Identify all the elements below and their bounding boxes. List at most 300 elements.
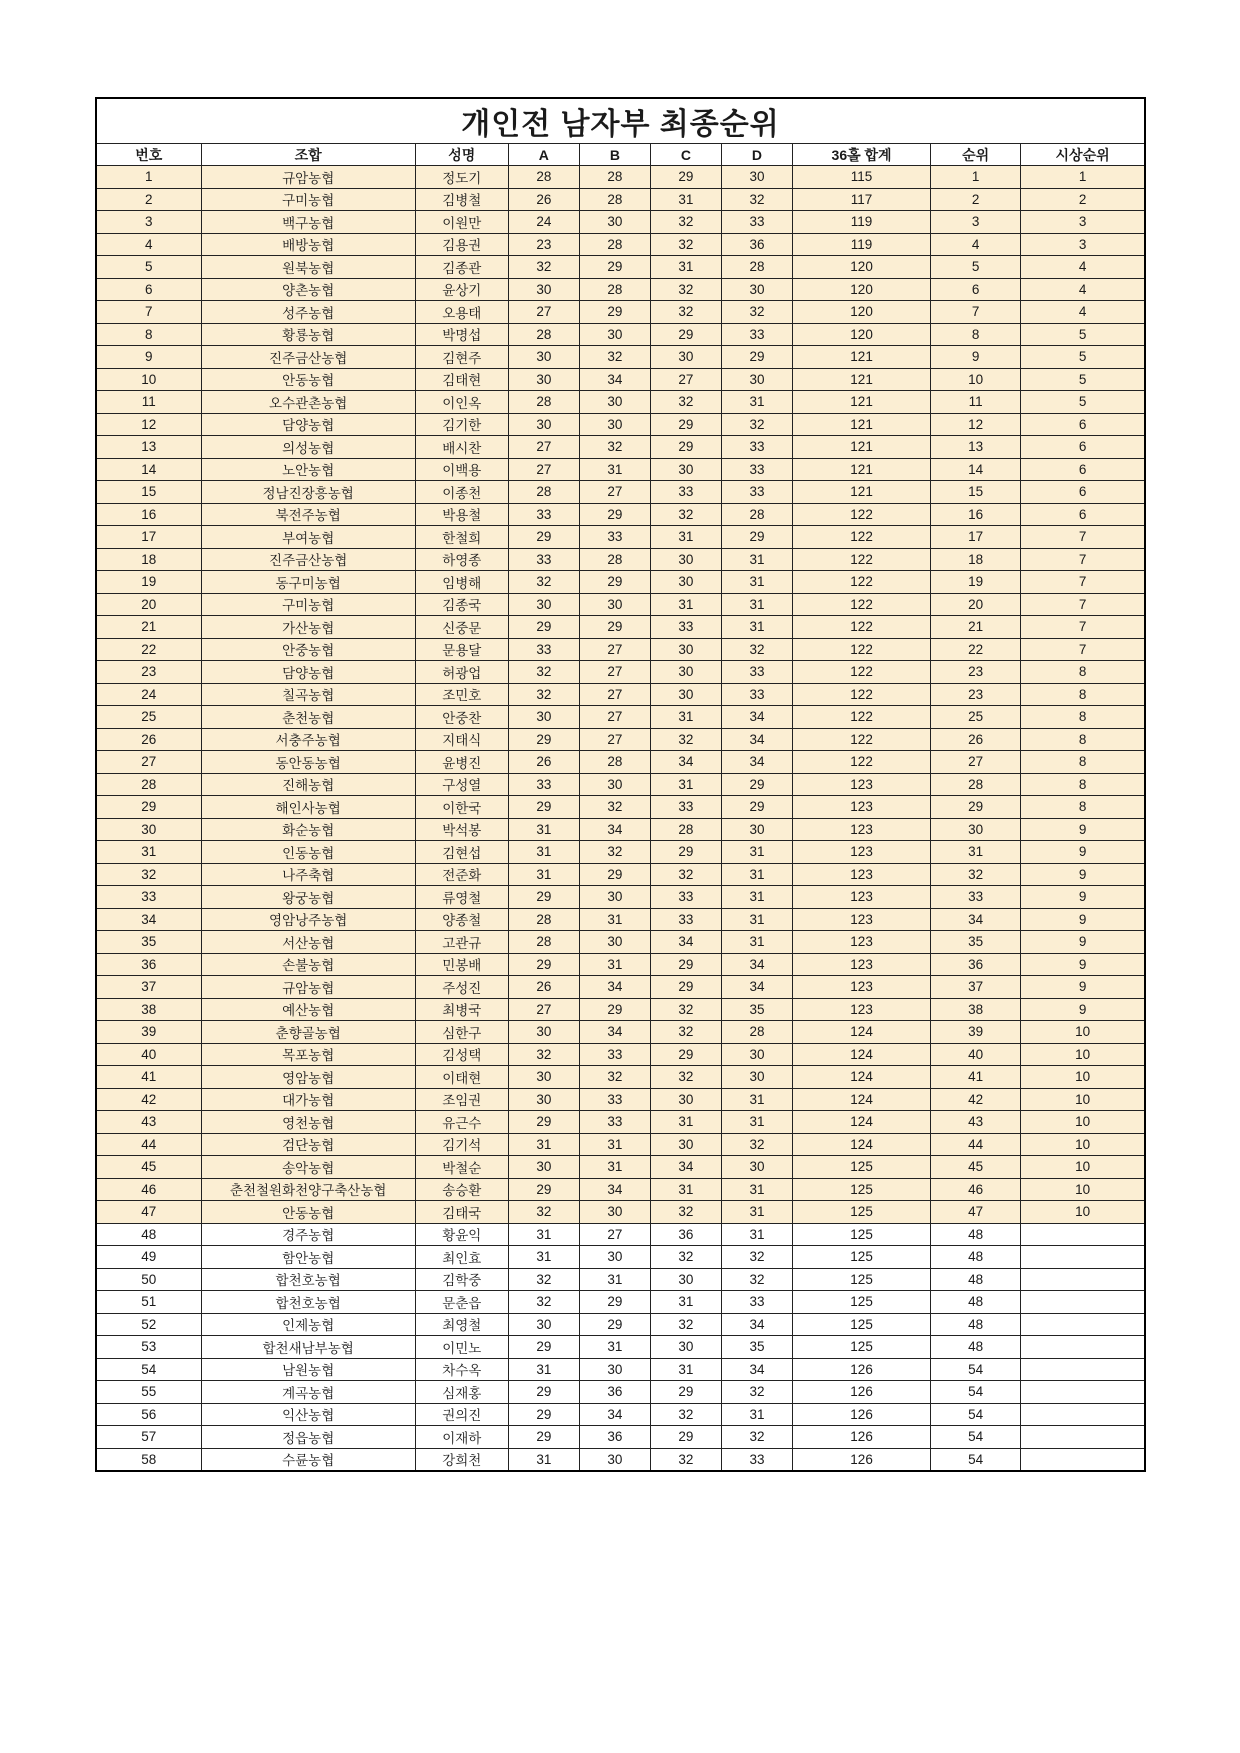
cell-no: 3 bbox=[96, 211, 201, 234]
cell-award bbox=[1021, 1426, 1145, 1449]
cell-total: 126 bbox=[793, 1381, 931, 1404]
cell-c: 32 bbox=[650, 233, 721, 256]
cell-rank: 8 bbox=[931, 323, 1021, 346]
cell-c: 29 bbox=[650, 436, 721, 459]
cell-name: 류영철 bbox=[415, 886, 508, 909]
cell-b: 28 bbox=[579, 278, 650, 301]
cell-no: 55 bbox=[96, 1381, 201, 1404]
cell-c: 33 bbox=[650, 908, 721, 931]
cell-total: 126 bbox=[793, 1358, 931, 1381]
cell-award: 4 bbox=[1021, 278, 1145, 301]
cell-total: 124 bbox=[793, 1088, 931, 1111]
cell-d: 33 bbox=[721, 481, 792, 504]
cell-b: 30 bbox=[579, 931, 650, 954]
cell-rank: 26 bbox=[931, 728, 1021, 751]
cell-b: 32 bbox=[579, 436, 650, 459]
cell-name: 고관규 bbox=[415, 931, 508, 954]
cell-total: 124 bbox=[793, 1043, 931, 1066]
cell-a: 30 bbox=[508, 1088, 579, 1111]
cell-award: 3 bbox=[1021, 211, 1145, 234]
cell-b: 33 bbox=[579, 526, 650, 549]
table-row bbox=[96, 931, 1145, 954]
cell-rank: 15 bbox=[931, 481, 1021, 504]
column-header-total: 36홀 합계 bbox=[793, 144, 931, 166]
cell-rank: 28 bbox=[931, 773, 1021, 796]
title-row bbox=[96, 98, 1145, 144]
cell-d: 33 bbox=[721, 323, 792, 346]
cell-org: 춘향골농협 bbox=[201, 1021, 415, 1044]
cell-no: 17 bbox=[96, 526, 201, 549]
cell-d: 34 bbox=[721, 953, 792, 976]
cell-rank: 54 bbox=[931, 1403, 1021, 1426]
cell-rank: 42 bbox=[931, 1088, 1021, 1111]
cell-d: 29 bbox=[721, 526, 792, 549]
cell-b: 34 bbox=[579, 368, 650, 391]
table-row bbox=[96, 863, 1145, 886]
table-row bbox=[96, 458, 1145, 481]
cell-no: 46 bbox=[96, 1178, 201, 1201]
cell-d: 28 bbox=[721, 256, 792, 279]
cell-award: 6 bbox=[1021, 436, 1145, 459]
cell-org: 안동농협 bbox=[201, 368, 415, 391]
cell-award: 9 bbox=[1021, 976, 1145, 999]
cell-total: 119 bbox=[793, 233, 931, 256]
cell-d: 34 bbox=[721, 1313, 792, 1336]
cell-c: 30 bbox=[650, 638, 721, 661]
cell-c: 30 bbox=[650, 458, 721, 481]
cell-org: 구미농협 bbox=[201, 593, 415, 616]
cell-rank: 48 bbox=[931, 1223, 1021, 1246]
cell-c: 29 bbox=[650, 166, 721, 189]
cell-award bbox=[1021, 1403, 1145, 1426]
cell-b: 32 bbox=[579, 841, 650, 864]
cell-name: 송승환 bbox=[415, 1178, 508, 1201]
cell-d: 34 bbox=[721, 728, 792, 751]
cell-org: 영천농협 bbox=[201, 1111, 415, 1134]
cell-rank: 44 bbox=[931, 1133, 1021, 1156]
table-row bbox=[96, 1268, 1145, 1291]
cell-total: 123 bbox=[793, 796, 931, 819]
cell-name: 차수옥 bbox=[415, 1358, 508, 1381]
cell-name: 조민호 bbox=[415, 683, 508, 706]
cell-total: 121 bbox=[793, 481, 931, 504]
cell-d: 31 bbox=[721, 931, 792, 954]
cell-b: 28 bbox=[579, 166, 650, 189]
cell-org: 합천호농협 bbox=[201, 1268, 415, 1291]
cell-total: 117 bbox=[793, 188, 931, 211]
cell-a: 31 bbox=[508, 841, 579, 864]
table-row bbox=[96, 976, 1145, 999]
cell-c: 31 bbox=[650, 706, 721, 729]
cell-no: 51 bbox=[96, 1291, 201, 1314]
cell-org: 진해농협 bbox=[201, 773, 415, 796]
cell-c: 28 bbox=[650, 818, 721, 841]
cell-total: 123 bbox=[793, 818, 931, 841]
cell-org: 송악농협 bbox=[201, 1156, 415, 1179]
cell-no: 13 bbox=[96, 436, 201, 459]
cell-total: 121 bbox=[793, 458, 931, 481]
cell-total: 124 bbox=[793, 1133, 931, 1156]
cell-a: 29 bbox=[508, 1381, 579, 1404]
cell-org: 나주축협 bbox=[201, 863, 415, 886]
cell-award: 7 bbox=[1021, 593, 1145, 616]
cell-a: 33 bbox=[508, 548, 579, 571]
cell-org: 계곡농협 bbox=[201, 1381, 415, 1404]
cell-b: 27 bbox=[579, 683, 650, 706]
cell-rank: 27 bbox=[931, 751, 1021, 774]
cell-org: 황룡농협 bbox=[201, 323, 415, 346]
cell-b: 36 bbox=[579, 1381, 650, 1404]
cell-total: 122 bbox=[793, 706, 931, 729]
table-row bbox=[96, 1381, 1145, 1404]
cell-award: 8 bbox=[1021, 706, 1145, 729]
cell-a: 28 bbox=[508, 166, 579, 189]
cell-rank: 39 bbox=[931, 1021, 1021, 1044]
cell-no: 7 bbox=[96, 301, 201, 324]
cell-c: 31 bbox=[650, 1358, 721, 1381]
cell-name: 이원만 bbox=[415, 211, 508, 234]
cell-total: 123 bbox=[793, 773, 931, 796]
table-row bbox=[96, 1448, 1145, 1471]
cell-d: 31 bbox=[721, 1403, 792, 1426]
cell-a: 27 bbox=[508, 458, 579, 481]
cell-a: 30 bbox=[508, 706, 579, 729]
cell-d: 32 bbox=[721, 1268, 792, 1291]
cell-name: 조임권 bbox=[415, 1088, 508, 1111]
cell-no: 11 bbox=[96, 391, 201, 414]
cell-name: 김종관 bbox=[415, 256, 508, 279]
cell-d: 28 bbox=[721, 503, 792, 526]
cell-total: 122 bbox=[793, 616, 931, 639]
cell-rank: 54 bbox=[931, 1426, 1021, 1449]
cell-total: 121 bbox=[793, 436, 931, 459]
cell-rank: 16 bbox=[931, 503, 1021, 526]
table-row bbox=[96, 211, 1145, 234]
cell-c: 30 bbox=[650, 1268, 721, 1291]
cell-name: 김현주 bbox=[415, 346, 508, 369]
cell-no: 49 bbox=[96, 1246, 201, 1269]
cell-d: 35 bbox=[721, 1336, 792, 1359]
cell-name: 윤병진 bbox=[415, 751, 508, 774]
cell-total: 125 bbox=[793, 1268, 931, 1291]
cell-d: 31 bbox=[721, 1178, 792, 1201]
table-row bbox=[96, 1313, 1145, 1336]
cell-total: 121 bbox=[793, 391, 931, 414]
cell-rank: 36 bbox=[931, 953, 1021, 976]
cell-no: 19 bbox=[96, 571, 201, 594]
cell-a: 30 bbox=[508, 368, 579, 391]
cell-c: 32 bbox=[650, 1021, 721, 1044]
cell-a: 28 bbox=[508, 323, 579, 346]
cell-a: 31 bbox=[508, 1358, 579, 1381]
cell-d: 33 bbox=[721, 211, 792, 234]
cell-c: 29 bbox=[650, 976, 721, 999]
cell-name: 최병국 bbox=[415, 998, 508, 1021]
cell-a: 32 bbox=[508, 571, 579, 594]
cell-b: 30 bbox=[579, 211, 650, 234]
cell-b: 27 bbox=[579, 481, 650, 504]
cell-total: 122 bbox=[793, 548, 931, 571]
cell-b: 28 bbox=[579, 548, 650, 571]
cell-no: 33 bbox=[96, 886, 201, 909]
cell-name: 김학중 bbox=[415, 1268, 508, 1291]
cell-award: 5 bbox=[1021, 368, 1145, 391]
cell-no: 35 bbox=[96, 931, 201, 954]
ranking-table-body bbox=[96, 166, 1145, 1471]
cell-total: 123 bbox=[793, 976, 931, 999]
cell-d: 30 bbox=[721, 368, 792, 391]
cell-org: 화순농협 bbox=[201, 818, 415, 841]
cell-a: 31 bbox=[508, 1246, 579, 1269]
cell-name: 허광업 bbox=[415, 661, 508, 684]
page-title: 개인전 남자부 최종순위 bbox=[96, 98, 1145, 144]
cell-name: 이태현 bbox=[415, 1066, 508, 1089]
cell-award: 10 bbox=[1021, 1133, 1145, 1156]
cell-b: 30 bbox=[579, 1448, 650, 1471]
cell-name: 김태현 bbox=[415, 368, 508, 391]
column-header-award: 시상순위 bbox=[1021, 144, 1145, 166]
cell-award: 8 bbox=[1021, 751, 1145, 774]
cell-total: 121 bbox=[793, 413, 931, 436]
cell-a: 33 bbox=[508, 638, 579, 661]
cell-b: 30 bbox=[579, 773, 650, 796]
cell-a: 31 bbox=[508, 1133, 579, 1156]
cell-total: 123 bbox=[793, 908, 931, 931]
cell-name: 유근수 bbox=[415, 1111, 508, 1134]
cell-total: 123 bbox=[793, 886, 931, 909]
cell-award: 9 bbox=[1021, 953, 1145, 976]
cell-b: 31 bbox=[579, 1133, 650, 1156]
cell-a: 28 bbox=[508, 481, 579, 504]
cell-d: 32 bbox=[721, 1133, 792, 1156]
cell-name: 김용권 bbox=[415, 233, 508, 256]
cell-a: 29 bbox=[508, 953, 579, 976]
cell-name: 지태식 bbox=[415, 728, 508, 751]
cell-org: 서산농협 bbox=[201, 931, 415, 954]
cell-b: 32 bbox=[579, 346, 650, 369]
column-header-d: D bbox=[721, 144, 792, 166]
cell-org: 구미농협 bbox=[201, 188, 415, 211]
cell-total: 124 bbox=[793, 1021, 931, 1044]
cell-a: 24 bbox=[508, 211, 579, 234]
cell-b: 30 bbox=[579, 1246, 650, 1269]
cell-total: 126 bbox=[793, 1448, 931, 1471]
cell-award: 9 bbox=[1021, 818, 1145, 841]
cell-a: 26 bbox=[508, 976, 579, 999]
table-row bbox=[96, 323, 1145, 346]
cell-c: 33 bbox=[650, 616, 721, 639]
cell-org: 인제농협 bbox=[201, 1313, 415, 1336]
cell-b: 34 bbox=[579, 976, 650, 999]
cell-a: 29 bbox=[508, 1403, 579, 1426]
cell-c: 30 bbox=[650, 346, 721, 369]
cell-org: 성주농협 bbox=[201, 301, 415, 324]
cell-rank: 4 bbox=[931, 233, 1021, 256]
cell-org: 경주농협 bbox=[201, 1223, 415, 1246]
cell-a: 31 bbox=[508, 1223, 579, 1246]
cell-a: 30 bbox=[508, 346, 579, 369]
cell-org: 대가농협 bbox=[201, 1088, 415, 1111]
cell-b: 28 bbox=[579, 188, 650, 211]
cell-award: 8 bbox=[1021, 773, 1145, 796]
cell-a: 30 bbox=[508, 1021, 579, 1044]
table-row bbox=[96, 1021, 1145, 1044]
table-row bbox=[96, 1088, 1145, 1111]
cell-total: 123 bbox=[793, 863, 931, 886]
cell-rank: 48 bbox=[931, 1246, 1021, 1269]
cell-b: 33 bbox=[579, 1043, 650, 1066]
cell-rank: 21 bbox=[931, 616, 1021, 639]
cell-d: 34 bbox=[721, 1358, 792, 1381]
cell-c: 30 bbox=[650, 1336, 721, 1359]
cell-a: 30 bbox=[508, 1156, 579, 1179]
cell-rank: 9 bbox=[931, 346, 1021, 369]
cell-rank: 46 bbox=[931, 1178, 1021, 1201]
cell-d: 33 bbox=[721, 661, 792, 684]
cell-total: 123 bbox=[793, 841, 931, 864]
table-row bbox=[96, 841, 1145, 864]
cell-a: 30 bbox=[508, 1313, 579, 1336]
cell-award: 4 bbox=[1021, 301, 1145, 324]
cell-rank: 18 bbox=[931, 548, 1021, 571]
cell-d: 31 bbox=[721, 391, 792, 414]
cell-name: 한철희 bbox=[415, 526, 508, 549]
cell-a: 27 bbox=[508, 436, 579, 459]
cell-c: 29 bbox=[650, 1426, 721, 1449]
cell-award: 10 bbox=[1021, 1201, 1145, 1224]
cell-b: 27 bbox=[579, 661, 650, 684]
cell-award bbox=[1021, 1313, 1145, 1336]
cell-name: 정도기 bbox=[415, 166, 508, 189]
cell-a: 30 bbox=[508, 1066, 579, 1089]
cell-total: 125 bbox=[793, 1291, 931, 1314]
cell-award: 1 bbox=[1021, 166, 1145, 189]
cell-c: 29 bbox=[650, 323, 721, 346]
cell-org: 검단농협 bbox=[201, 1133, 415, 1156]
cell-org: 춘천철원화천양구축산농협 bbox=[201, 1178, 415, 1201]
cell-b: 29 bbox=[579, 571, 650, 594]
cell-org: 함안농협 bbox=[201, 1246, 415, 1269]
cell-total: 121 bbox=[793, 346, 931, 369]
cell-b: 30 bbox=[579, 1358, 650, 1381]
cell-org: 익산농협 bbox=[201, 1403, 415, 1426]
cell-award: 7 bbox=[1021, 638, 1145, 661]
cell-d: 29 bbox=[721, 346, 792, 369]
cell-a: 27 bbox=[508, 301, 579, 324]
cell-a: 32 bbox=[508, 683, 579, 706]
cell-b: 29 bbox=[579, 863, 650, 886]
cell-c: 30 bbox=[650, 571, 721, 594]
cell-b: 29 bbox=[579, 1291, 650, 1314]
cell-no: 1 bbox=[96, 166, 201, 189]
cell-b: 27 bbox=[579, 728, 650, 751]
cell-no: 22 bbox=[96, 638, 201, 661]
cell-rank: 38 bbox=[931, 998, 1021, 1021]
cell-b: 31 bbox=[579, 953, 650, 976]
cell-d: 36 bbox=[721, 233, 792, 256]
cell-name: 박명섭 bbox=[415, 323, 508, 346]
cell-b: 28 bbox=[579, 233, 650, 256]
cell-award: 8 bbox=[1021, 728, 1145, 751]
cell-name: 김기한 bbox=[415, 413, 508, 436]
cell-c: 34 bbox=[650, 751, 721, 774]
cell-d: 31 bbox=[721, 908, 792, 931]
cell-name: 윤상기 bbox=[415, 278, 508, 301]
cell-d: 30 bbox=[721, 1066, 792, 1089]
cell-total: 124 bbox=[793, 1111, 931, 1134]
cell-no: 24 bbox=[96, 683, 201, 706]
cell-c: 31 bbox=[650, 1111, 721, 1134]
table-row bbox=[96, 166, 1145, 189]
cell-org: 해인사농협 bbox=[201, 796, 415, 819]
cell-total: 123 bbox=[793, 953, 931, 976]
cell-rank: 3 bbox=[931, 211, 1021, 234]
cell-award: 9 bbox=[1021, 931, 1145, 954]
cell-name: 오용태 bbox=[415, 301, 508, 324]
cell-name: 이한국 bbox=[415, 796, 508, 819]
cell-award: 8 bbox=[1021, 796, 1145, 819]
cell-rank: 11 bbox=[931, 391, 1021, 414]
cell-award bbox=[1021, 1448, 1145, 1471]
cell-b: 30 bbox=[579, 323, 650, 346]
cell-total: 126 bbox=[793, 1403, 931, 1426]
cell-no: 26 bbox=[96, 728, 201, 751]
cell-c: 30 bbox=[650, 661, 721, 684]
table-row bbox=[96, 593, 1145, 616]
cell-award bbox=[1021, 1336, 1145, 1359]
table-row bbox=[96, 998, 1145, 1021]
cell-name: 박용철 bbox=[415, 503, 508, 526]
cell-c: 32 bbox=[650, 1246, 721, 1269]
cell-rank: 29 bbox=[931, 796, 1021, 819]
cell-a: 29 bbox=[508, 1336, 579, 1359]
cell-org: 오수관촌농협 bbox=[201, 391, 415, 414]
cell-a: 32 bbox=[508, 1268, 579, 1291]
cell-no: 23 bbox=[96, 661, 201, 684]
cell-no: 10 bbox=[96, 368, 201, 391]
cell-rank: 23 bbox=[931, 683, 1021, 706]
table-row bbox=[96, 1178, 1145, 1201]
cell-name: 이종천 bbox=[415, 481, 508, 504]
cell-no: 20 bbox=[96, 593, 201, 616]
cell-d: 32 bbox=[721, 1426, 792, 1449]
cell-d: 33 bbox=[721, 683, 792, 706]
cell-b: 31 bbox=[579, 1336, 650, 1359]
cell-total: 124 bbox=[793, 1066, 931, 1089]
cell-total: 125 bbox=[793, 1246, 931, 1269]
cell-c: 29 bbox=[650, 1043, 721, 1066]
table-row bbox=[96, 1111, 1145, 1134]
cell-no: 6 bbox=[96, 278, 201, 301]
cell-a: 26 bbox=[508, 188, 579, 211]
cell-no: 37 bbox=[96, 976, 201, 999]
cell-award: 7 bbox=[1021, 616, 1145, 639]
cell-no: 39 bbox=[96, 1021, 201, 1044]
cell-name: 임병해 bbox=[415, 571, 508, 594]
cell-rank: 54 bbox=[931, 1381, 1021, 1404]
cell-c: 29 bbox=[650, 841, 721, 864]
cell-a: 31 bbox=[508, 818, 579, 841]
table-row bbox=[96, 346, 1145, 369]
cell-c: 31 bbox=[650, 773, 721, 796]
cell-award: 6 bbox=[1021, 458, 1145, 481]
cell-total: 120 bbox=[793, 301, 931, 324]
cell-award: 10 bbox=[1021, 1066, 1145, 1089]
table-row bbox=[96, 796, 1145, 819]
cell-name: 박석봉 bbox=[415, 818, 508, 841]
cell-no: 8 bbox=[96, 323, 201, 346]
cell-b: 27 bbox=[579, 706, 650, 729]
